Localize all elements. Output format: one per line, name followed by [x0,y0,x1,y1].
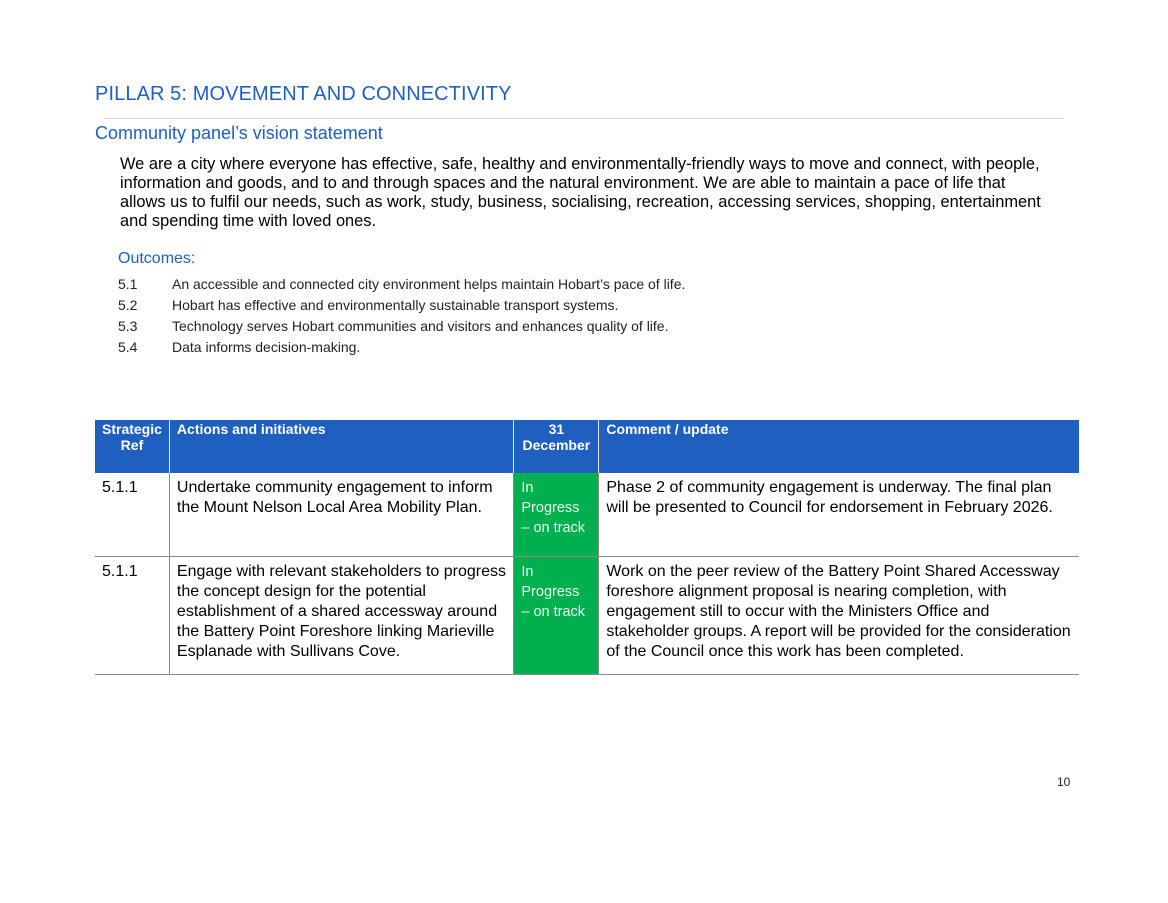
page-title: PILLAR 5: MOVEMENT AND CONNECTIVITY [95,83,512,105]
outcome-number: 5.4 [118,339,138,355]
title-divider [104,118,1064,119]
outcome-item [118,297,818,318]
outcomes-heading: Outcomes: [118,250,196,267]
cell-action: Undertake community engagement to inform the Mount Nelson Local Area Mobility Plan. [169,473,513,557]
header-strategic-ref: Strategic Ref [95,420,169,473]
table-row [95,557,1079,675]
cell-ref: 5.1.1 [95,557,169,675]
actions-table [95,420,1079,675]
outcome-text: Data informs decision-making. [172,339,361,355]
table-row [95,473,1079,557]
cell-comment: Phase 2 of community engagement is underway. The final plan will be presented to Council for endorsement in February 2026. [599,473,1079,557]
vision-statement: We are a city where everyone has effective, safe, healthy and environmentally-friendly ways to move and connect, with people, information and goods, and to and through spaces and the natural environment. We are able to maintain a pace of life that allows us to fulfil our needs, such as work, study, business, socialising, recreation, accessing services, shopping, entertainment and spending time with loved ones. [120,155,1041,230]
cell-ref: 5.1.1 [95,473,169,557]
outcome-text: Hobart has effective and environmentally sustainable transport systems. [172,297,619,313]
outcome-item [118,276,818,297]
outcome-number: 5.1 [118,276,138,292]
outcome-item [118,339,818,360]
outcome-item [118,318,818,339]
header-date: 31 December [514,420,599,473]
page-number: 10 [1057,775,1071,789]
header-comment: Comment / update [599,420,1079,473]
status-cell: In Progress – on track [514,473,599,557]
cell-action: Engage with relevant stakeholders to progress the concept design for the potential establishment of a shared accessway around the Battery Point Foreshore linking Marieville Esplanade with Sullivans Cove. [169,557,513,675]
header-actions: Actions and initiatives [169,420,513,473]
vision-heading: Community panel’s vision statement [95,123,383,143]
outcome-number: 5.3 [118,318,138,334]
status-cell: In Progress – on track [514,557,599,675]
outcome-text: Technology serves Hobart communities and visitors and enhances quality of life. [172,318,669,334]
table-header-row [95,420,1079,473]
cell-comment: Work on the peer review of the Battery Point Shared Accessway foreshore alignment proposal is nearing completion, with engagement still to occur with the Ministers Office and stakeholder groups. A report will be provided for the consideration of the Council once this work has been completed. [599,557,1079,675]
outcome-text: An accessible and connected city environment helps maintain Hobart’s pace of life. [172,276,686,292]
outcome-number: 5.2 [118,297,138,313]
outcomes-list [118,276,818,360]
